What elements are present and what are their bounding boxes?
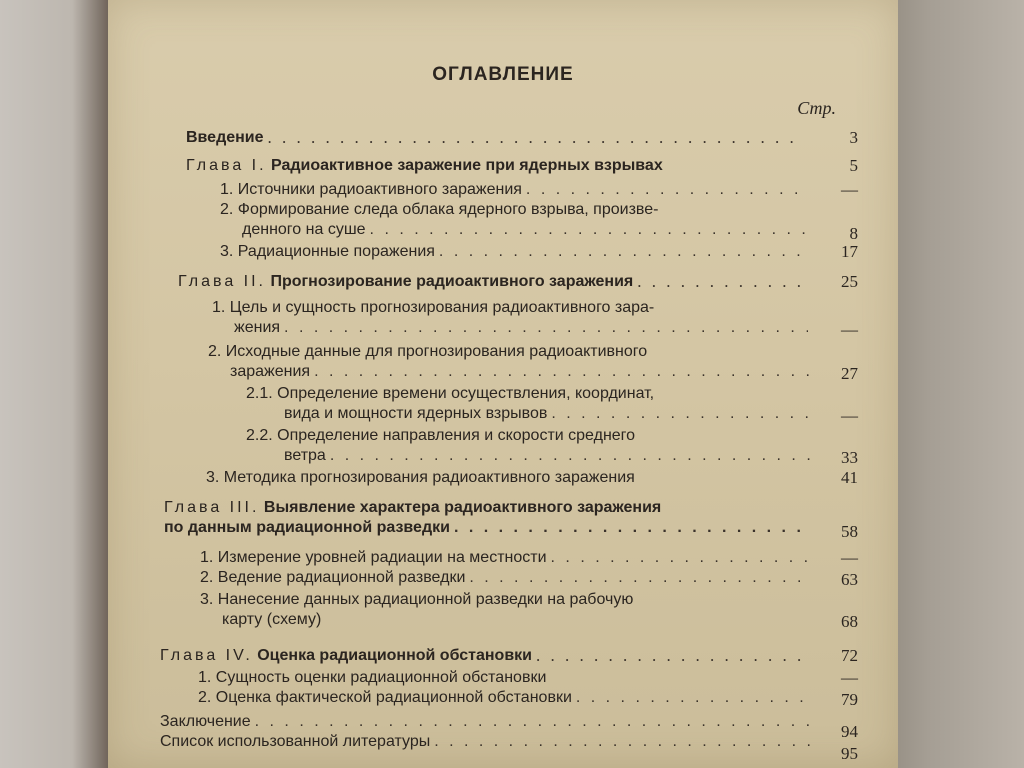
toc-label: Список использованной литературы — [160, 733, 431, 750]
toc-entry — [208, 342, 818, 382]
toc-page: — — [841, 406, 858, 425]
toc-page: 58 — [841, 522, 858, 541]
chapter-number: Глава II. — [178, 273, 266, 290]
toc-label: Заключение — [160, 713, 251, 730]
toc-page: 27 — [841, 364, 858, 383]
dot-leader — [551, 404, 812, 424]
dot-leader — [454, 518, 810, 538]
toc-label-line2: денного на суше — [242, 221, 366, 238]
toc-label-line1: 2. Формирование следа облака ядерного взрыва, произве- — [220, 201, 659, 218]
toc-label-line2: карту (схему) — [222, 611, 322, 628]
toc-label: 1. Источники радиоактивного заражения — [220, 181, 522, 198]
toc-entry-chapter-1 — [186, 156, 806, 176]
toc-page: 68 — [841, 612, 858, 631]
dot-leader — [526, 180, 802, 200]
book-page — [108, 0, 898, 768]
toc-label-line1: 2. Исходные данные для прогнозирования радиоактивного — [208, 343, 648, 360]
toc-entry — [220, 180, 806, 200]
toc-entry-intro — [186, 128, 806, 148]
toc-entry — [220, 242, 806, 262]
dot-leader — [469, 568, 812, 588]
toc-entry — [200, 548, 816, 568]
toc-label: 2. Ведение радиационной разведки — [200, 569, 466, 586]
toc-page: — — [841, 668, 858, 687]
toc-label: 3. Методика прогнозирования радиоактивного заражения — [206, 469, 635, 486]
chapter-title-line2: по данным радиационной разведки — [164, 519, 450, 536]
toc-label-line1: 3. Нанесение данных радиационной разведки на рабочую — [200, 591, 634, 608]
toc-label: 2. Оценка фактической радиационной обстановки — [198, 689, 572, 706]
toc-page: — — [841, 180, 858, 199]
toc-page: 5 — [849, 156, 858, 175]
chapter-number: Глава III. — [164, 499, 260, 516]
page-title: ОГЛАВЛЕНИЕ — [432, 64, 574, 85]
toc-page: 79 — [841, 690, 858, 709]
dot-leader — [434, 732, 812, 752]
toc-entry — [212, 298, 812, 338]
toc-label-line1: 1. Цель и сущность прогнозирования радиоактивного зара- — [212, 299, 655, 316]
toc-label-line2: вида и мощности ядерных взрывов — [284, 405, 548, 422]
toc-page: 25 — [841, 272, 858, 291]
toc-entry — [220, 200, 820, 240]
chapter-number: Глава I. — [186, 157, 267, 174]
toc-label: Введение — [186, 129, 264, 146]
dot-leader — [439, 242, 802, 262]
dot-leader — [268, 128, 802, 148]
chapter-title: Радиоактивное заражение при ядерных взрывах — [271, 157, 663, 174]
page-column-label: Стр. — [797, 98, 836, 118]
toc-entry — [246, 384, 816, 424]
dot-leader — [637, 272, 804, 292]
toc-page: 63 — [841, 570, 858, 589]
chapter-title: Прогнозирование радиоактивного заражения — [270, 273, 634, 290]
dot-leader — [255, 712, 812, 732]
toc-entry-references — [160, 732, 816, 752]
toc-page: 8 — [849, 224, 858, 243]
toc-page: 95 — [841, 744, 858, 763]
toc-label-line2: заражения — [230, 363, 311, 380]
chapter-title: Выявление характера радиоактивного заражения — [263, 499, 662, 516]
toc-page: 41 — [841, 468, 858, 487]
toc-label-line1: 2.1. Определение времени осуществления, координат, — [246, 385, 655, 402]
toc-entry — [198, 668, 816, 688]
toc-entry — [200, 590, 816, 630]
toc-label: 3. Радиационные поражения — [220, 243, 435, 260]
toc-entry — [198, 688, 816, 708]
chapter-title: Оценка радиационной обстановки — [257, 647, 532, 664]
toc-entry-chapter-4 — [160, 646, 816, 666]
toc-page: — — [841, 320, 858, 339]
toc-entry-conclusion — [160, 712, 816, 732]
toc-label-line2: жения — [234, 319, 281, 336]
toc-entry — [200, 568, 816, 588]
toc-entry — [246, 426, 816, 466]
toc-label-line1: 2.2. Определение направления и скорости среднего — [246, 427, 636, 444]
dot-leader — [536, 646, 812, 666]
dot-leader — [284, 318, 808, 338]
toc-page: 33 — [841, 448, 858, 467]
toc-page: 94 — [841, 722, 858, 741]
dot-leader — [576, 688, 812, 708]
background-left — [0, 0, 120, 768]
toc-page: 3 — [849, 128, 858, 147]
toc-page: 17 — [841, 242, 858, 261]
toc-page: 72 — [841, 646, 858, 665]
toc-label-line2: ветра — [284, 447, 326, 464]
dot-leader — [370, 220, 816, 240]
dot-leader — [314, 362, 814, 382]
toc-label: 1. Измерение уровней радиации на местности — [200, 549, 547, 566]
chapter-number: Глава IV. — [160, 647, 253, 664]
toc-page: — — [841, 548, 858, 567]
toc-label: 1. Сущность оценки радиационной обстановки — [198, 669, 547, 686]
toc-entry-chapter-2 — [178, 272, 808, 292]
toc-entry — [206, 468, 816, 488]
dot-leader — [330, 446, 812, 466]
toc-entry-chapter-3 — [164, 498, 814, 538]
dot-leader — [551, 548, 812, 568]
